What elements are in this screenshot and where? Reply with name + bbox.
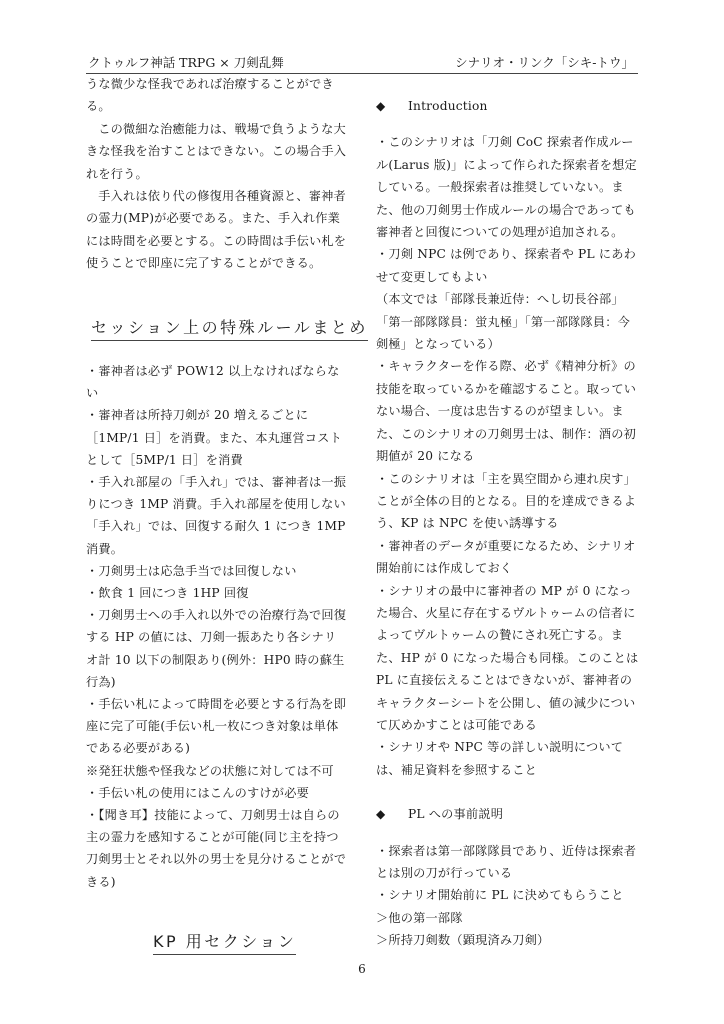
section-heading-kp: KP 用セクション [153, 929, 296, 955]
intro-item: ・刀剣 NPC は例であり、探索者や PL にあわせて変更してもよい [376, 247, 636, 284]
intro-item: （本文では「部隊長兼近侍：へし切長谷部」「第一部隊隊員：蛍丸極」「第一部隊隊員：今剣極」となっている） [376, 292, 631, 352]
rule-item: ・刀剣男士は応急手当では回復しない [86, 563, 297, 578]
intro-item: ・審神者のデータが重要になるため、シナリオ開始前には作成しておく [376, 538, 636, 576]
intro-item: ・このシナリオは「主を異空間から連れ戻す」ことが全体の目的となる。目的を達成できるよう、KP は NPC を使い誘導する [376, 471, 637, 531]
intro-item: ・このシナリオは「刀剣 CoC 探索者作成ルール(Larus 版)」によって作られた探索者を想定している。一般探索者は推奨していない。また、他の刀剣男士作成ルールの場合であっても審神者と回復についての処理が追加される。 [376, 135, 637, 240]
pl-item: ・探索者は第一部隊隊員であり、近侍は探索者とは別の刀が行っている [376, 843, 637, 880]
subheading-label: Introduction [408, 99, 488, 113]
pl-item: ・シナリオ開始前に PL に決めてもらうこと [376, 888, 624, 903]
diamond-bullet-icon: ◆ [376, 99, 386, 113]
rule-item: ・飲食 1 回につき 1HP 回復 [86, 586, 249, 601]
section-heading-special-rules: セッション上の特殊ルールまとめ [91, 315, 368, 341]
pl-item: ＞他の第一部隊 [376, 910, 463, 925]
paragraph: 手入れは依り代の修復用各種資源と、審神者の霊力(MP)が必要である。また、手入れ作業には時間を必要とする。この時間は手伝い札を使うことで即座に完了することができる。 [86, 189, 347, 271]
rule-item: ・刀剣男士への手入れ以外での治療行為で回復する HP の値には、刀剣一振あたり各シナリオ計 10 以下の制限あり(例外：HP0 時の蘇生行為) [86, 608, 347, 689]
paragraph: うな微少な怪我であれば治療することができる。 [86, 77, 334, 114]
rule-note: ※発狂状態や怪我などの状態に対しては不可 [86, 763, 334, 778]
intro-item: ・シナリオや NPC 等の詳しい説明については、補足資料を参照すること [376, 740, 624, 777]
diamond-bullet-icon: ◆ [376, 807, 386, 822]
subheading-introduction [376, 95, 642, 117]
intro-item: ・シナリオの最中に審神者の MP が 0 になった場合、火星に存在するヴルトゥームの信者によってヴルトゥームの贄にされ死亡する。また、HP が 0 になった場合も同様。このことは PL に直接伝えることはできないが、審神者のキャラクターシートを公開し、値の減少について仄めかすことは可能である [376, 583, 639, 732]
rule-item: ・手伝い札の使用にはこんのすけが必要 [86, 785, 309, 800]
rule-item: ・【聞き耳】技能によって、刀剣男士は自らの主の霊力を感知することが可能(同じ主を持つ刀剣男士とそれ以外の男士を見分けることができる) [86, 808, 347, 889]
intro-item: ・キャラクターを作る際、必ず《精神分析》の技能を取っているかを確認すること。取っていない場合、一度は忠告するのが望ましい。また、このシナリオの刀剣男士は、制作：酒の初期値が 20 になる [376, 359, 637, 464]
subheading-label: PL への事前説明 [408, 807, 504, 822]
special-rules-list [86, 360, 348, 893]
page-number: 6 [358, 962, 366, 976]
paragraph: この微細な治癒能力は、戦場で負うような大きな怪我を治すことはできない。この場合手入れを行う。 [86, 121, 347, 181]
rule-item: ・審神者は必ず POW12 以上なければならない [86, 364, 340, 401]
left-column-intro [86, 73, 348, 275]
rule-item: ・手伝い札によって時間を必要とする行為を即座に完了可能(手伝い札一枚につき対象は単体である必要がある) [86, 697, 347, 756]
subheading-pl-briefing [376, 803, 642, 825]
header-title: クトゥルフ神話 TRPG × 刀剣乱舞 [88, 55, 284, 70]
pl-item: ＞所持刀剣数（顕現済み刀剣） [376, 933, 550, 948]
running-header [86, 51, 638, 74]
rule-item: ・審神者は所持刀剣が 20 増えるごとに［1MP/1 日］を消費。また、本丸運営コストとして［5MP/1 日］を消費 [86, 408, 342, 467]
right-column [376, 95, 642, 952]
header-scenario-name: シナリオ・リンク「シキ-トウ」 [455, 55, 634, 70]
rule-item: ・手入れ部屋の「手入れ」では、審神者は一振りにつき 1MP 消費。手入れ部屋を使用しない「手入れ」では、回復する耐久 1 につき 1MP 消費。 [86, 475, 347, 556]
